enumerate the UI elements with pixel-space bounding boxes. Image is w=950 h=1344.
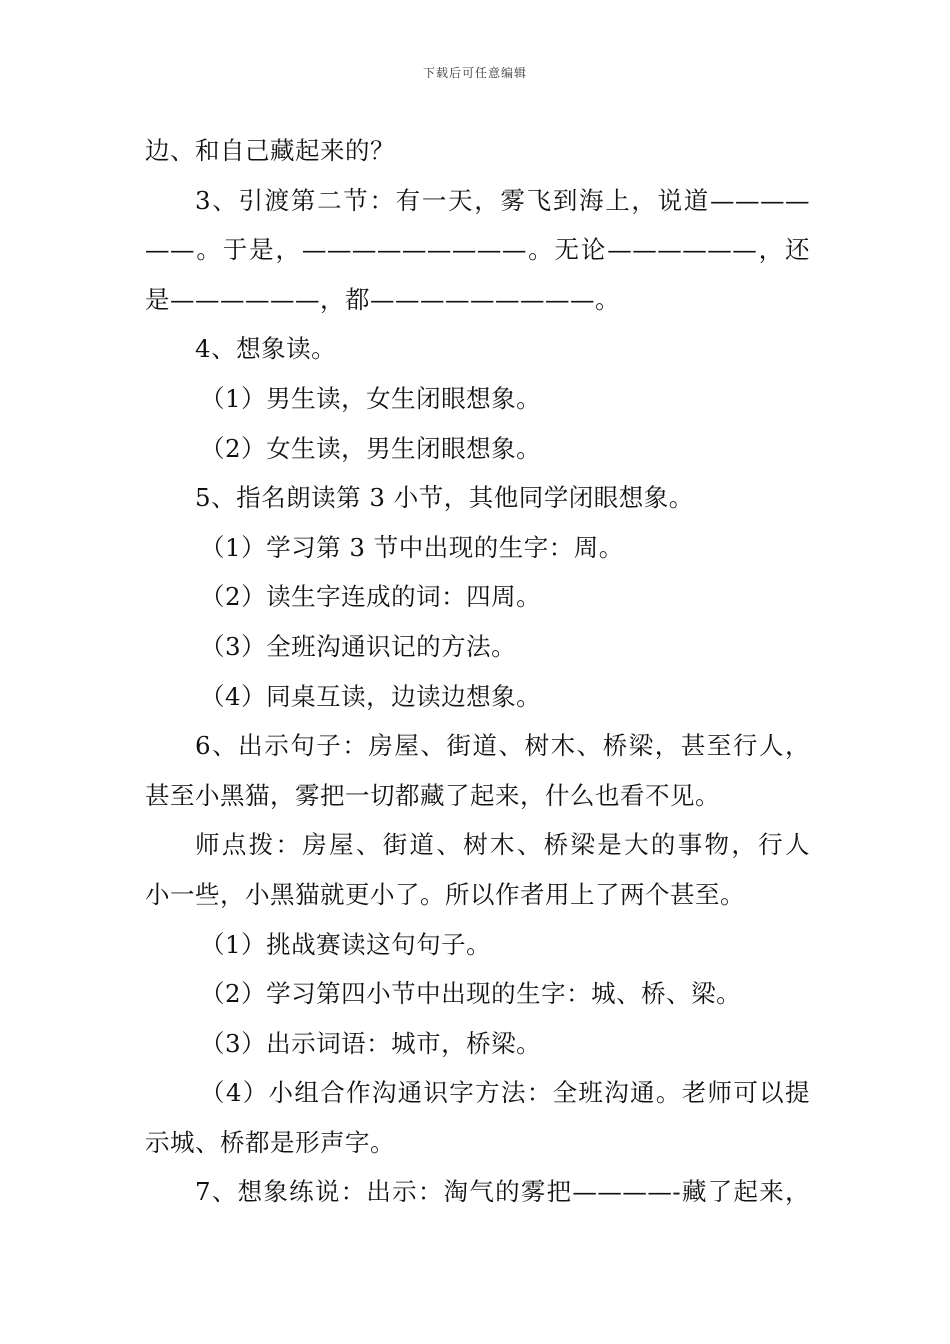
text-line: （2）学习第四小节中出现的生字：城、桥、梁。 bbox=[200, 979, 742, 1009]
text-line: 6、出示句子：房屋、街道、树木、桥梁，甚至行人， bbox=[195, 731, 810, 761]
page-header: 下载后可任意编辑 bbox=[422, 66, 527, 80]
text-line: 小一些，小黑猫就更小了。所以作者用上了两个甚至。 bbox=[145, 879, 745, 909]
text-line: （1）男生读，女生闭眼想象。 bbox=[200, 383, 542, 413]
text-line: 3、引渡第二节：有一天，雾飞到海上，说道———— bbox=[195, 185, 810, 215]
text-line: （2）女生读，男生闭眼想象。 bbox=[200, 433, 542, 463]
text-line: 是——————，都—————————。 bbox=[145, 284, 620, 314]
text-line: （3）出示词语：城市，桥梁。 bbox=[200, 1028, 542, 1058]
document-body bbox=[145, 126, 810, 1217]
text-line: （2）读生字连成的词：四周。 bbox=[200, 582, 542, 612]
text-line: （1）挑战赛读这句句子。 bbox=[200, 929, 492, 959]
text-line: 5、指名朗读第 3 小节，其他同学闭眼想象。 bbox=[195, 483, 694, 513]
text-line: （4）同桌互读，边读边想象。 bbox=[200, 681, 542, 711]
text-line: 甚至小黑猫，雾把一切都藏了起来，什么也看不见。 bbox=[145, 780, 720, 810]
text-line: （3）全班沟通识记的方法。 bbox=[200, 631, 517, 661]
text-line: 师点拨：房屋、街道、树木、桥梁是大的事物，行人 bbox=[195, 830, 810, 860]
text-line: 边、和自己藏起来的？ bbox=[145, 136, 395, 165]
text-line: 示城、桥都是形声字。 bbox=[145, 1127, 395, 1157]
text-line: 7、想象练说：出示：淘气的雾把————-藏了起来， bbox=[195, 1177, 810, 1207]
text-line: （1）学习第 3 节中出现的生字：周。 bbox=[200, 532, 624, 562]
text-line: （4）小组合作沟通识字方法：全班沟通。老师可以提 bbox=[200, 1078, 810, 1108]
text-line: 4、想象读。 bbox=[195, 334, 337, 364]
text-line: ——。于是，—————————。无论——————，还 bbox=[145, 235, 810, 265]
